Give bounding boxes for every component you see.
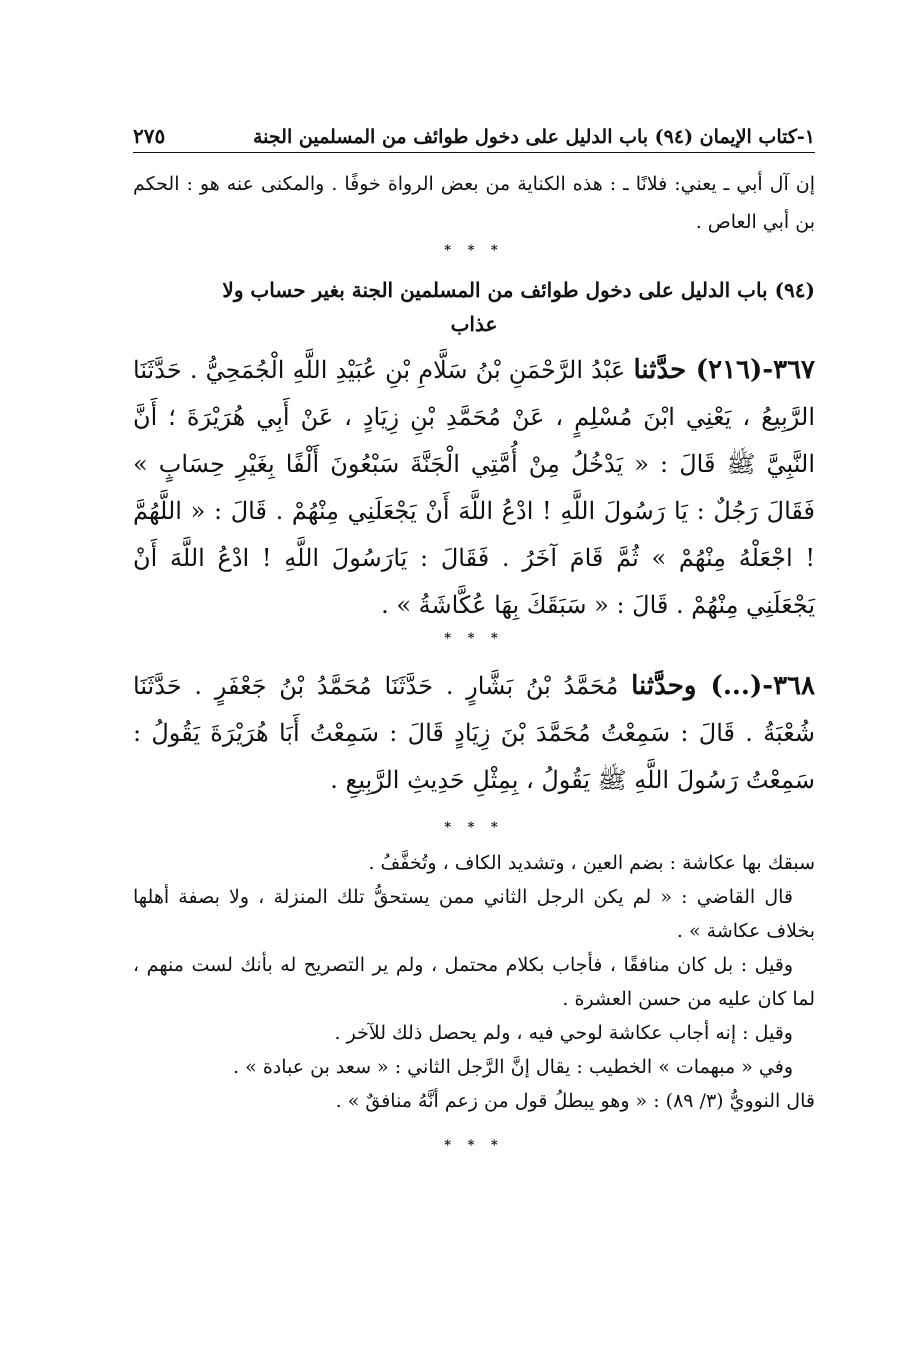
- intro-paragraph: إن آل أبي ـ يعني: فلانًا ـ : هذه الكناية من بعض الرواة خوفًا . والمكنى عنه هو : الحكم بن أبي العاص .: [133, 173, 815, 233]
- book-page: [133, 124, 815, 1156]
- note-line: وقيل : بل كان منافقًا ، فأجاب بكلام محتمل ، ولم ير التصريح له بأنك لست منهم ، لما كان عليه من حسن العشرة .: [133, 954, 815, 1010]
- separator-2: * * *: [444, 631, 504, 646]
- note-line: سبقك بها عكاشة : بضم العين ، وتشديد الكاف ، وتُخفَّفُ .: [368, 852, 815, 874]
- running-header: [133, 124, 815, 153]
- hadith-367: [133, 347, 815, 629]
- separator-4: * * *: [444, 1138, 504, 1153]
- separator-3: * * *: [444, 820, 504, 835]
- note-line: وقيل : إنه أجاب عكاشة لوحي فيه ، ولم يحصل ذلك للآخر .: [334, 1022, 793, 1044]
- hadith-368-number: ٣٦٨-(...) وحدَّثنا: [631, 671, 815, 701]
- separator-1: * * *: [444, 243, 504, 258]
- chapter-title-end: عذاب: [450, 312, 498, 336]
- note-line: قال القاضي : « لم يكن الرجل الثاني ممن يستحقُّ تلك المنزلة ، ولا بصفة أهلها بخلاف عكاشة » .: [133, 886, 815, 942]
- hadith-368: [133, 663, 815, 804]
- commentary-notes: [133, 846, 815, 1118]
- note-line: وفي « مبهمات » الخطيب : يقال إنَّ الرَّجل الثاني : « سعد بن عبادة » .: [233, 1056, 793, 1078]
- hadith-368-text: مُحَمَّدُ بْنُ بَشَّارٍ . حَدَّثَنَا مُحَمَّدُ بْنُ جَعْفَرٍ . حَدَّثَنَا شُعْبَةُ . قَالَ : سَمِعْتُ مُحَمَّدَ بْنَ زِيَادٍ قَالَ : سَمِعْتُ أَبَا هُرَيْرَةَ يَقُولُ : سَمِعْتُ رَسُولَ اللَّهِ ﷺ يَقُولُ ، بِمِثْلِ حَدِيثِ الرَّبِيعِ .: [133, 672, 815, 794]
- running-title: ١-كتاب الإيمان (٩٤) باب الدليل على دخول طوائف من المسلمين الجنة: [253, 126, 815, 148]
- hadith-367-number: ٣٦٧-(٢١٦) حدَّثنا: [633, 355, 816, 385]
- page-number: ٢٧٥: [133, 124, 166, 148]
- chapter-title: [133, 273, 815, 341]
- note-line: قال النوويُّ (٣/ ٨٩) : « وهو يبطلُ قول من زعم أنَّهُ منافقٌ » .: [335, 1090, 815, 1112]
- chapter-title-line: (٩٤) باب الدليل على دخول طوائف من المسلمين الجنة بغير حساب ولا: [222, 278, 815, 302]
- hadith-367-text: عَبْدُ الرَّحْمَنِ بْنُ سَلَّامِ بْنِ عُبَيْدِ اللَّهِ الْجُمَحِيُّ . حَدَّثَنَا الرَّبِيعُ ، يَعْنِي ابْنَ مُسْلِمٍ ، عَنْ مُحَمَّدِ بْنِ زِيَادٍ ، عَنْ أَبِي هُرَيْرَةَ ؛ أَنَّ النَّبِيَّ ﷺ قَالَ : « يَدْخُلُ مِنْ أُمَّتِي الْجَنَّةَ سَبْعُونَ أَلْفًا بِغَيْرِ حِسَابٍ » فَقَالَ رَجُلٌ : يَا رَسُولَ اللَّهِ ! ادْعُ اللَّهَ أَنْ يَجْعَلَنِي مِنْهُمْ . قَالَ : « اللَّهُمَّ ! اجْعَلْهُ مِنْهُمْ » ثُمَّ قَامَ آخَرُ . فَقَالَ : يَارَسُولَ اللَّهِ ! ادْعُ اللَّهَ أَنْ يَجْعَلَنِي مِنْهُمْ . قَالَ : « سَبَقَكَ بِهَا عُكَّاشَةُ » .: [133, 356, 816, 619]
